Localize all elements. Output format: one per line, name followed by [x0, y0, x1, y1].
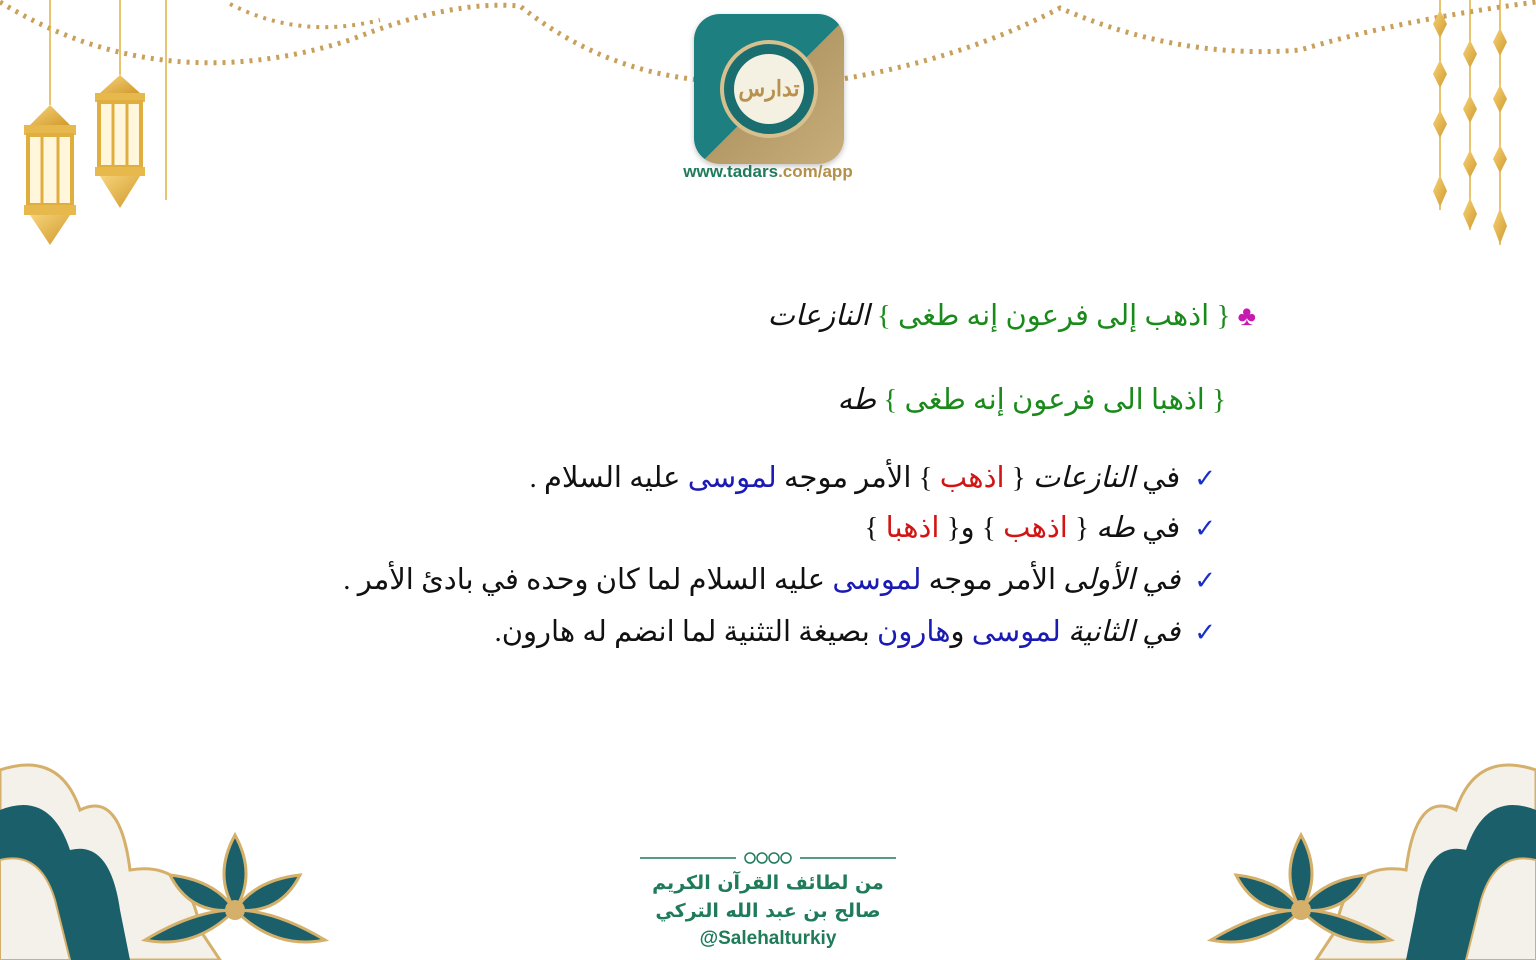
note-line-1 — [529, 458, 1216, 499]
note-text: } الأمر موجه — [776, 462, 940, 494]
note-text: } — [864, 512, 886, 544]
url-domain: www.tadars — [683, 162, 779, 181]
note-ordinal: في الأولى — [1063, 564, 1181, 596]
hanging-ornaments-icon — [1433, 0, 1507, 245]
note-highlight: اذهب — [1003, 512, 1068, 544]
note-surah: طه — [1096, 512, 1135, 544]
note-name: لموسى — [832, 564, 922, 596]
note-surah: النازعات — [1032, 462, 1135, 494]
check-icon: ✓ — [1194, 464, 1216, 493]
footer-title: من لطائف القرآن الكريم — [652, 872, 884, 894]
note-line-4 — [495, 612, 1217, 653]
verse-line-2 — [837, 380, 1226, 420]
note-highlight: اذهب — [939, 462, 1005, 494]
verse-text: اذهب إلى فرعون إنه طغى — [898, 300, 1210, 332]
note-text: و — [950, 616, 972, 648]
check-icon: ✓ — [1194, 618, 1216, 647]
site-url-link[interactable] — [630, 162, 906, 182]
note-text: } و{ — [939, 512, 1004, 544]
surah-name: النازعات — [767, 300, 870, 332]
note-text: في — [1134, 512, 1181, 544]
corner-ornament-right-icon — [1196, 750, 1536, 960]
logo-emblem — [720, 40, 818, 138]
verse-close-brace: } — [883, 384, 898, 416]
crescent-icon — [171, 186, 214, 253]
footer-divider-icon — [640, 846, 896, 870]
note-text: الأمر موجه — [921, 564, 1064, 596]
url-path: .com/app — [778, 162, 853, 181]
note-name: لموسى — [687, 462, 777, 494]
check-icon: ✓ — [1194, 514, 1216, 543]
logo-text: تدارس — [734, 54, 804, 124]
note-line-3 — [343, 560, 1216, 601]
note-text: { — [1067, 512, 1097, 544]
note-name: هارون — [877, 616, 951, 648]
surah-name: طه — [837, 384, 877, 416]
note-name: لموسى — [971, 616, 1061, 648]
note-text: عليه السلام لما كان وحده في بادئ الأمر . — [343, 564, 833, 596]
note-highlight: اذهبا — [885, 512, 940, 544]
note-text: في — [1134, 462, 1181, 494]
lantern-icon — [95, 75, 145, 208]
footer-handle[interactable]: @Salehalturkiy — [699, 928, 837, 949]
note-text: بصيغة التثنية لما انضم له هارون. — [494, 616, 878, 648]
club-bullet-icon: ♣ — [1237, 301, 1256, 332]
note-line-2 — [864, 508, 1216, 549]
verse-open-brace: { — [1216, 300, 1231, 332]
corner-ornament-left-icon — [0, 750, 340, 960]
check-icon: ✓ — [1194, 566, 1216, 595]
note-text: عليه السلام . — [529, 462, 688, 494]
verse-close-brace: } — [876, 300, 891, 332]
note-text — [1061, 616, 1068, 648]
tadars-logo[interactable] — [694, 14, 844, 164]
note-ordinal: في الثانية — [1068, 616, 1181, 648]
verse-text: اذهبا الى فرعون إنه طغى — [904, 384, 1205, 416]
verse-line-1 — [768, 296, 1256, 337]
footer-author: صالح بن عبد الله التركي — [655, 900, 881, 922]
lantern-icon — [24, 105, 76, 245]
note-text: { — [1004, 462, 1033, 494]
verse-open-brace: { — [1212, 384, 1226, 416]
